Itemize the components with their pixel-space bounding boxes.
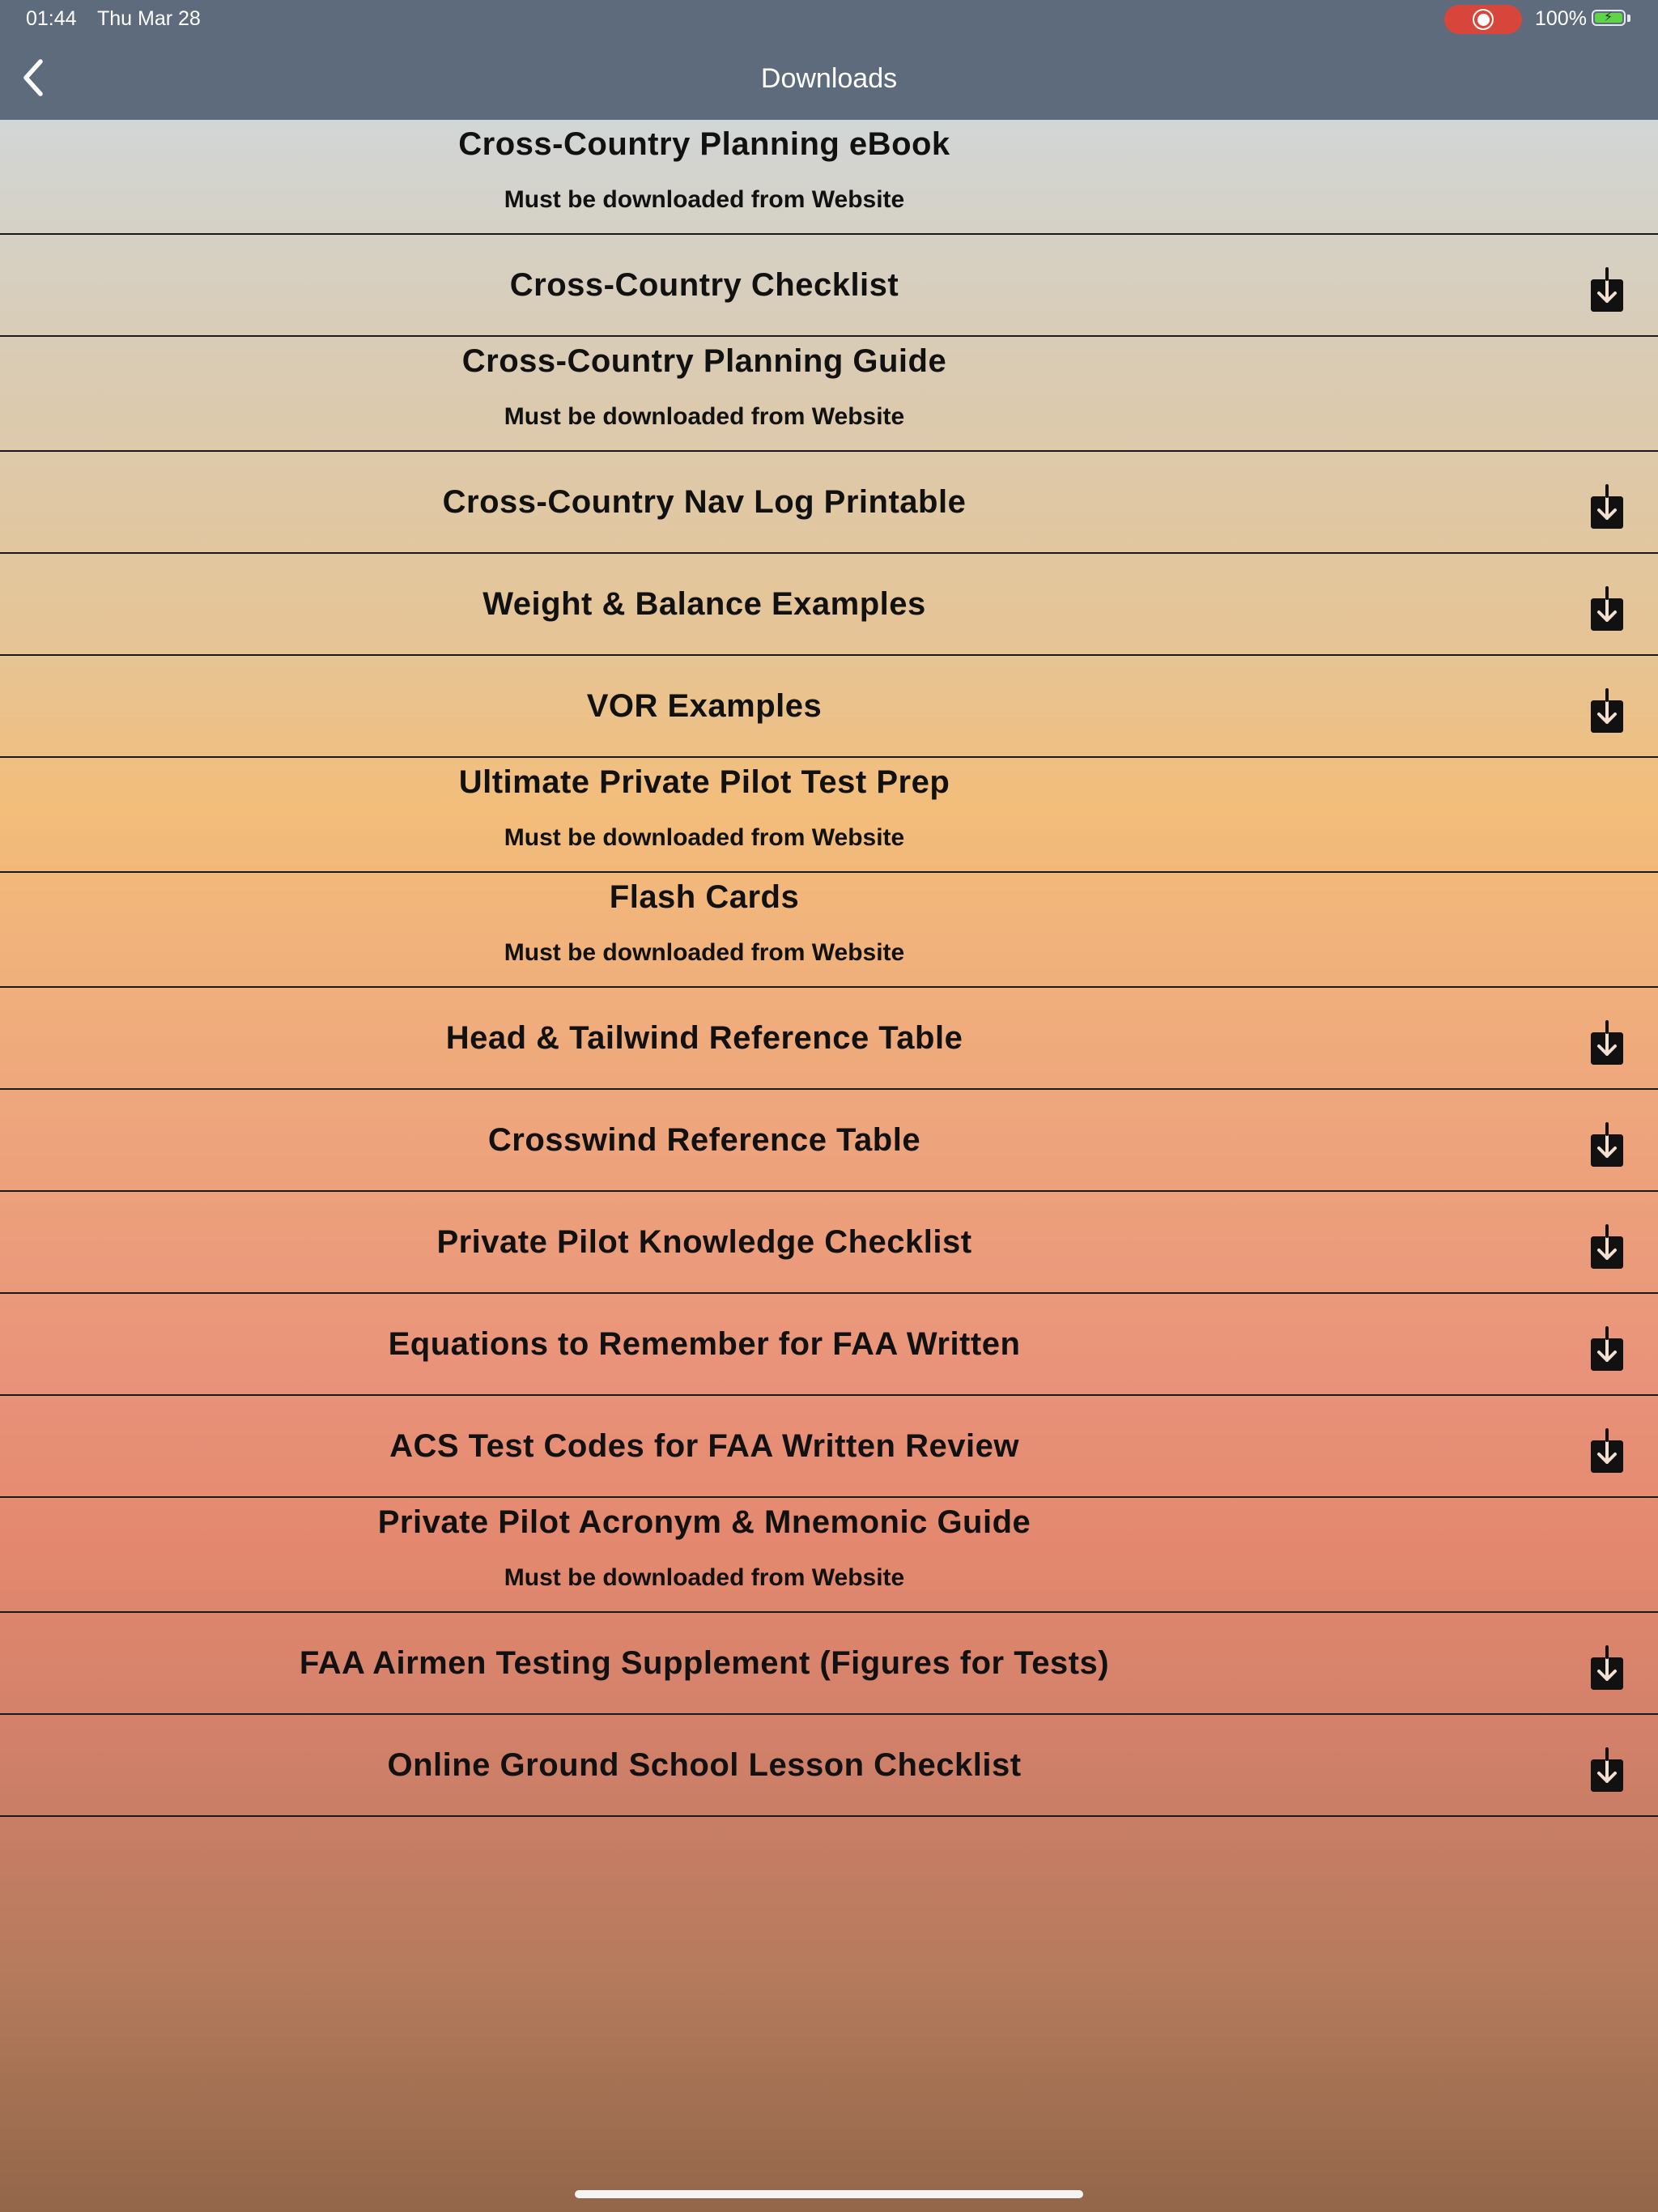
- download-title: Crosswind Reference Table: [487, 1122, 921, 1158]
- download-title: Head & Tailwind Reference Table: [445, 1020, 963, 1056]
- download-title: ACS Test Codes for FAA Written Review: [389, 1428, 1019, 1464]
- download-row[interactable]: [0, 1396, 1658, 1498]
- download-row[interactable]: [0, 1090, 1658, 1192]
- download-icon[interactable]: [1588, 1224, 1626, 1271]
- status-date: Thu Mar 28: [97, 7, 201, 30]
- download-icon[interactable]: [1588, 1428, 1626, 1475]
- download-title: Cross-Country Checklist: [509, 267, 899, 303]
- download-icon[interactable]: [1588, 1020, 1626, 1067]
- download-row[interactable]: [0, 1192, 1658, 1294]
- download-title: Flash Cards: [609, 879, 800, 915]
- download-row[interactable]: [0, 656, 1658, 758]
- download-title: Private Pilot Knowledge Checklist: [436, 1224, 972, 1260]
- download-icon[interactable]: [1588, 1122, 1626, 1169]
- battery-icon: [1592, 10, 1626, 26]
- download-title: Private Pilot Acronym & Mnemonic Guide: [377, 1504, 1031, 1540]
- download-subtitle: Must be downloaded from Website: [504, 186, 905, 213]
- battery-fill: [1595, 13, 1622, 23]
- download-icon[interactable]: [1588, 586, 1626, 633]
- download-title: Online Ground School Lesson Checklist: [387, 1747, 1022, 1783]
- download-subtitle: Must be downloaded from Website: [504, 824, 905, 851]
- download-title: Weight & Balance Examples: [483, 586, 926, 622]
- download-row[interactable]: [0, 452, 1658, 554]
- download-title: Cross-Country Planning eBook: [458, 126, 950, 162]
- download-icon[interactable]: [1588, 1645, 1626, 1692]
- download-row[interactable]: [0, 1613, 1658, 1715]
- download-row[interactable]: [0, 337, 1658, 452]
- download-icon[interactable]: [1588, 267, 1626, 314]
- download-row[interactable]: [0, 1498, 1658, 1613]
- download-row[interactable]: [0, 988, 1658, 1090]
- navigation-bar: [0, 37, 1658, 120]
- download-icon[interactable]: [1588, 1326, 1626, 1373]
- download-subtitle: Must be downloaded from Website: [504, 1564, 905, 1591]
- chevron-left-icon: [13, 55, 58, 100]
- download-title: Cross-Country Nav Log Printable: [442, 484, 967, 520]
- download-subtitle: Must be downloaded from Website: [504, 939, 905, 966]
- download-subtitle: Must be downloaded from Website: [504, 403, 905, 430]
- battery-cap: [1627, 15, 1630, 22]
- download-title: FAA Airmen Testing Supplement (Figures for Tests): [299, 1645, 1110, 1681]
- status-time: 01:44: [26, 7, 77, 30]
- download-title: Cross-Country Planning Guide: [461, 343, 947, 379]
- charging-bolt-icon: ⚡: [1604, 11, 1613, 24]
- downloads-list: [0, 120, 1658, 1817]
- download-title: Equations to Remember for FAA Written: [388, 1326, 1021, 1362]
- download-row[interactable]: [0, 1715, 1658, 1817]
- download-row[interactable]: [0, 1294, 1658, 1396]
- screen-recording-indicator[interactable]: [1444, 5, 1522, 34]
- download-row[interactable]: [0, 873, 1658, 988]
- download-row[interactable]: [0, 120, 1658, 235]
- status-bar: [0, 0, 1658, 37]
- record-dot-icon: [1477, 14, 1490, 26]
- download-row[interactable]: [0, 554, 1658, 656]
- download-icon[interactable]: [1588, 1747, 1626, 1794]
- home-indicator[interactable]: [575, 2190, 1083, 2198]
- download-title: Ultimate Private Pilot Test Prep: [458, 764, 950, 800]
- page-title: Downloads: [760, 63, 898, 94]
- download-icon[interactable]: [1588, 484, 1626, 531]
- download-icon[interactable]: [1588, 688, 1626, 735]
- download-title: VOR Examples: [586, 688, 823, 724]
- back-button[interactable]: [13, 55, 58, 100]
- download-row[interactable]: [0, 758, 1658, 873]
- download-row[interactable]: [0, 235, 1658, 337]
- battery-percent: 100%: [1535, 7, 1587, 30]
